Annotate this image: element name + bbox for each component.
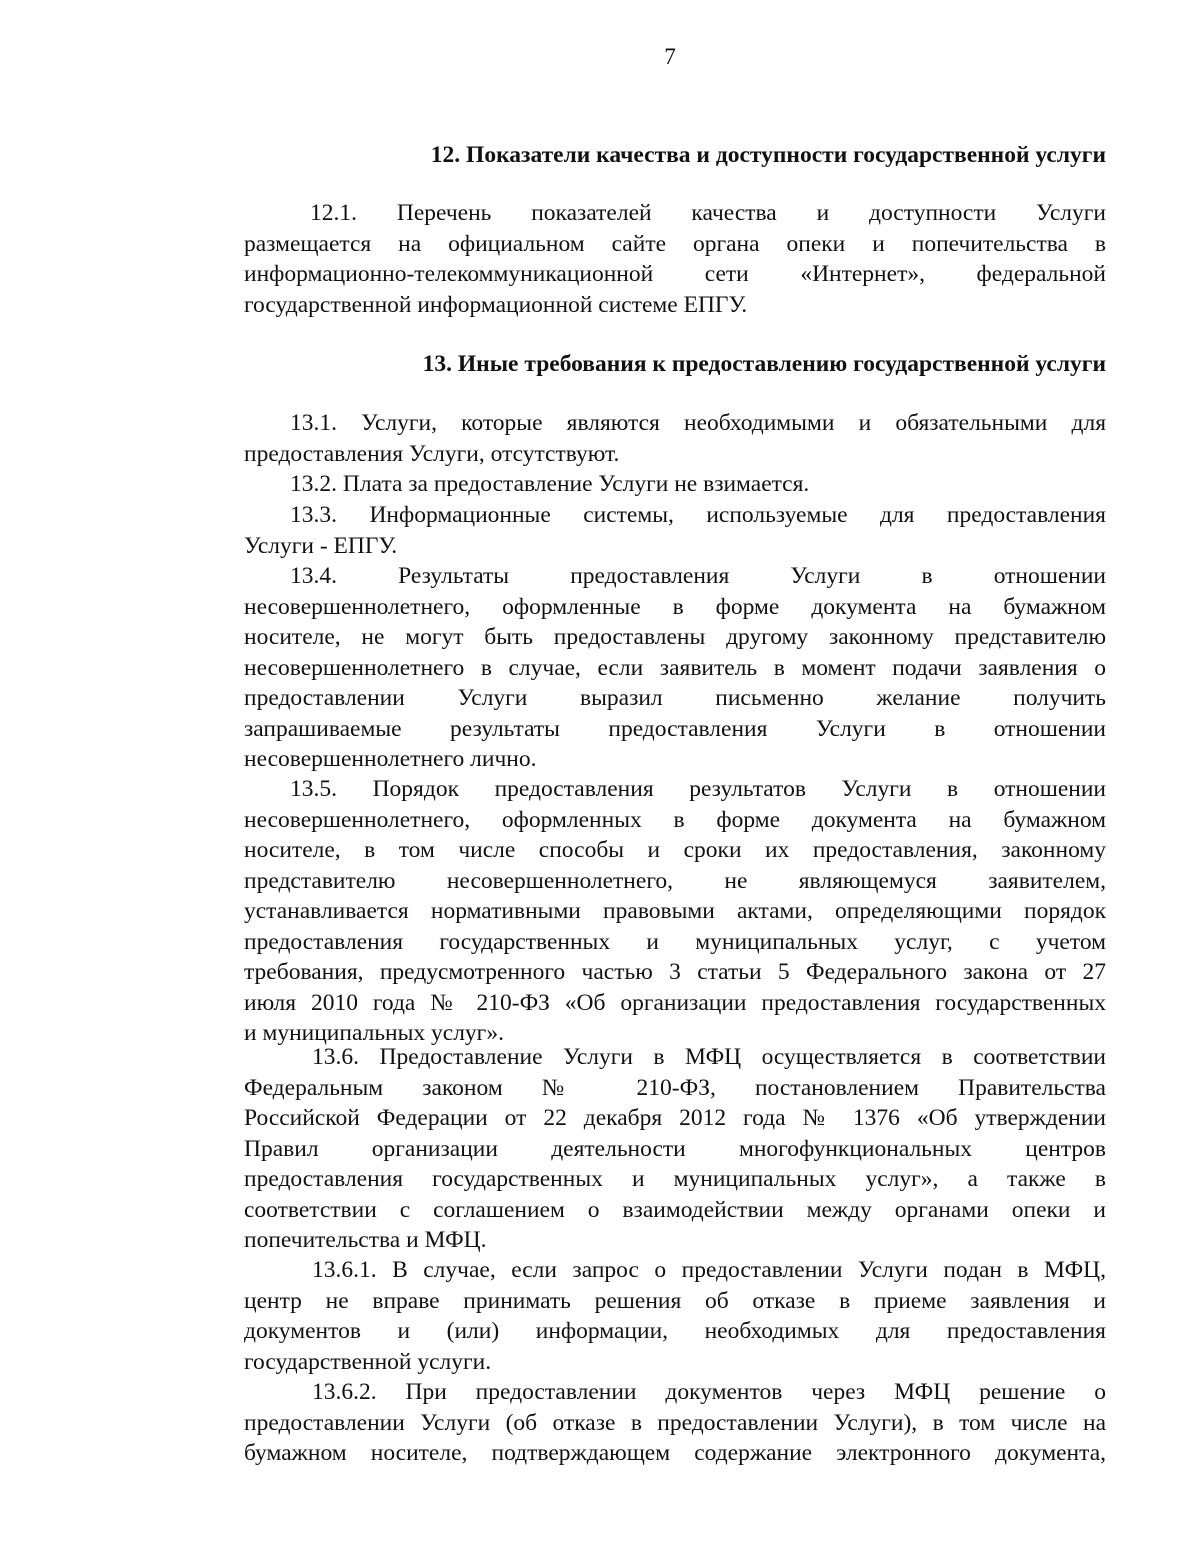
- text-line: Услуги - ЕПГУ.: [244, 532, 398, 559]
- text-line: несовершеннолетнего, оформленных в форме документа на бумажном: [244, 806, 1106, 833]
- text-line: 13.3. Информационные системы, используемые для предоставления: [290, 502, 1106, 528]
- text-line: Российской Федерации от 22 декабря 2012 года № 1376 «Об утверждении: [244, 1105, 1106, 1131]
- text-line: предоставления Услуги, отсутствуют.: [244, 440, 620, 467]
- paragraph-13-1: [244, 408, 1106, 469]
- paragraph-13-4: [244, 561, 1106, 775]
- paragraph-13-6: [244, 1042, 1106, 1256]
- section-12-heading: 12. Показатели качества и доступности государственной услуги: [430, 142, 1106, 168]
- paragraph-13-3: [244, 500, 1106, 561]
- paragraph-13-6-1: [244, 1255, 1106, 1377]
- paragraph-12-1: [244, 198, 1106, 320]
- paragraph-13-5: [244, 774, 1106, 1049]
- paragraph-13-6-2: [244, 1377, 1106, 1469]
- text-line: и муниципальных услуг».: [244, 1020, 504, 1046]
- text-line: предоставлении Услуги (об отказе в предоставлении Услуги), в том числе на: [244, 1409, 1106, 1436]
- text-line: 13.5. Порядок предоставления результатов Услуги в отношении: [290, 776, 1106, 802]
- text-line: носителе, в том числе способы и сроки их предоставления, законному: [244, 837, 1106, 863]
- text-line: бумажном носителе, подтверждающем содержание электронного документа,: [244, 1440, 1106, 1466]
- text-line: попечительства и МФЦ.: [244, 1227, 487, 1253]
- text-line: 13.6. Предоставление Услуги в МФЦ осуществляется в соответствии: [312, 1044, 1106, 1070]
- text-line: требования, предусмотренного частью 3 статьи 5 Федерального закона от 27: [244, 959, 1106, 985]
- page-number: 7: [664, 44, 676, 69]
- text-line: несовершеннолетнего лично.: [244, 746, 537, 772]
- text-line: несовершеннолетнего, оформленные в форме документа на бумажном: [244, 593, 1106, 620]
- text-line: центр не вправе принимать решения об отказе в приеме заявления и: [244, 1287, 1106, 1314]
- text-line: документов и (или) информации, необходимых для предоставления: [244, 1318, 1106, 1344]
- paragraph-13-2: [244, 469, 1106, 500]
- text-line: Правил организации деятельности многофункциональных центров: [244, 1135, 1106, 1162]
- section-13-heading: 13. Иные требования к предоставлению государственной услуги: [422, 351, 1106, 377]
- text-line: соответствии с соглашением о взаимодействии между органами опеки и: [244, 1196, 1106, 1223]
- text-line: несовершеннолетнего в случае, если заявитель в момент подачи заявления о: [244, 654, 1106, 681]
- text-line: устанавливается нормативными правовыми актами, определяющими порядок: [244, 898, 1106, 924]
- text-line: 13.2. Плата за предоставление Услуги не взимается.: [290, 471, 810, 497]
- text-line: 12.1. Перечень показателей качества и доступности Услуги: [310, 200, 1106, 226]
- text-line: 13.6.2. При предоставлении документов через МФЦ решение о: [312, 1379, 1106, 1405]
- text-line: размещается на официальном сайте органа опеки и попечительства в: [244, 230, 1106, 257]
- text-line: июля 2010 года № 210-ФЗ «Об организации предоставления государственных: [244, 989, 1106, 1016]
- text-line: предоставления государственных и муниципальных услуг, с учетом: [244, 928, 1106, 955]
- text-line: представителю несовершеннолетнего, не являющемуся заявителем,: [244, 867, 1106, 894]
- text-line: 13.1. Услуги, которые являются необходимыми и обязательными для: [290, 410, 1106, 436]
- text-line: предоставлении Услуги выразил письменно желание получить: [244, 685, 1106, 711]
- text-line: государственной услуги.: [244, 1348, 492, 1375]
- text-line: запрашиваемые результаты предоставления Услуги в отношении: [244, 715, 1106, 742]
- text-line: 13.6.1. В случае, если запрос о предоставлении Услуги подан в МФЦ,: [312, 1257, 1106, 1283]
- text-line: 13.4. Результаты предоставления Услуги в отношении: [290, 563, 1106, 589]
- text-line: носителе, не могут быть предоставлены другому законному представителю: [244, 624, 1106, 650]
- text-line: государственной информационной системе ЕПГУ.: [244, 291, 748, 318]
- text-line: Федеральным законом № 210-ФЗ, постановлением Правительства: [244, 1074, 1106, 1101]
- text-line: информационно-телекоммуникационной сети «Интернет», федеральной: [244, 261, 1106, 287]
- text-line: предоставления государственных и муниципальных услуг», а также в: [244, 1166, 1106, 1192]
